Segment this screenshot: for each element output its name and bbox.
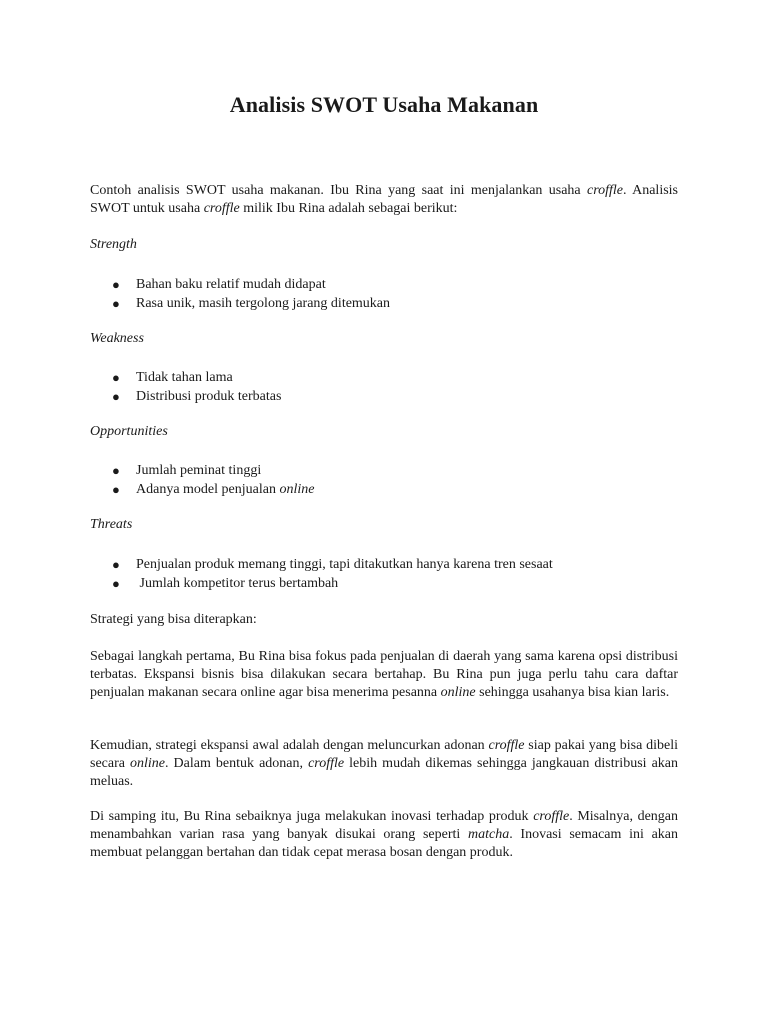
- threats-list: [90, 555, 678, 593]
- croffle-emphasis: croffle: [308, 756, 345, 771]
- bullet-icon: ●: [112, 576, 120, 591]
- strategy-paragraph-3: Di samping itu, Bu Rina sebaiknya juga melakukan inovasi terhadap produk croffle. Misalnya, dengan menambahkan varian rasa yang banyak disukai orang seperti matcha. Inovasi semacam ini akan membuat pelanggan bertahan dan tidak cepat merasa bosan dengan produk.: [90, 809, 678, 860]
- online-emphasis: online: [440, 685, 476, 700]
- strategy-paragraph-2: Kemudian, strategi ekspansi awal adalah dengan meluncurkan adonan croffle siap pakai yang bisa dibeli secara online. Dalam bentuk adonan, croffle lebih mudah dikemas sehingga jangkauan distribusi akan meluas.: [90, 738, 679, 789]
- list-item: ● Adanya model penjualan online: [112, 482, 315, 497]
- strength-heading: Strength: [90, 237, 137, 252]
- bullet-icon: ●: [112, 370, 120, 385]
- croffle-emphasis: croffle: [533, 809, 570, 824]
- list-item: ● Jumlah kompetitor terus bertambah: [112, 576, 339, 591]
- list-item: ● Rasa unik, masih tergolong jarang ditemukan: [112, 296, 391, 311]
- strength-list: [90, 275, 678, 313]
- list-item: ● Jumlah peminat tinggi: [112, 463, 262, 478]
- weakness-heading: Weakness: [90, 331, 144, 346]
- croffle-emphasis: croffle: [488, 738, 525, 753]
- online-emphasis: online: [279, 482, 315, 497]
- intro-text-3: milik Ibu Rina adalah sebagai berikut:: [239, 201, 458, 216]
- weakness-list: [90, 368, 678, 406]
- online-emphasis: online: [130, 756, 166, 771]
- bullet-icon: ●: [112, 482, 120, 497]
- opportunities-list: [90, 461, 678, 499]
- intro-text-2: . Analisis SWOT untuk usaha: [90, 183, 678, 216]
- document-title: Analisis SWOT Usaha Makanan: [229, 92, 539, 117]
- opportunities-heading: Opportunities: [90, 424, 168, 439]
- threats-heading: Threats: [90, 517, 133, 532]
- list-item: ● Bahan baku relatif mudah didapat: [112, 277, 326, 292]
- bullet-icon: ●: [112, 277, 120, 292]
- intro-croffle-1: croffle: [587, 183, 624, 198]
- strategy-heading: Strategi yang bisa diterapkan:: [90, 612, 257, 627]
- bullet-icon: ●: [112, 296, 120, 311]
- bullet-icon: ●: [112, 557, 120, 572]
- matcha-emphasis: matcha: [468, 827, 510, 842]
- strategy-paragraph-1: Sebagai langkah pertama, Bu Rina bisa fokus pada penjualan di daerah yang sama karena opsi distribusi terbatas. Ekspansi bisnis bisa dilakukan secara bertahap. Bu Rina pun juga perlu tahu cara daftar penjualan makanan secara online agar bisa menerima pesanna online sehingga usahanya bisa kian laris.: [90, 649, 678, 700]
- list-item: ● Distribusi produk terbatas: [112, 389, 282, 404]
- bullet-icon: ●: [112, 463, 120, 478]
- bullet-icon: ●: [112, 389, 120, 404]
- intro-croffle-2: croffle: [203, 201, 240, 216]
- list-item: ● Tidak tahan lama: [112, 370, 233, 385]
- intro-text-1: Contoh analisis SWOT usaha makanan. Ibu Rina yang saat ini menjalankan usaha: [90, 183, 581, 198]
- list-item: ● Penjualan produk memang tinggi, tapi ditakutkan hanya karena tren sesaat: [112, 557, 553, 572]
- intro-paragraph: [90, 182, 678, 218]
